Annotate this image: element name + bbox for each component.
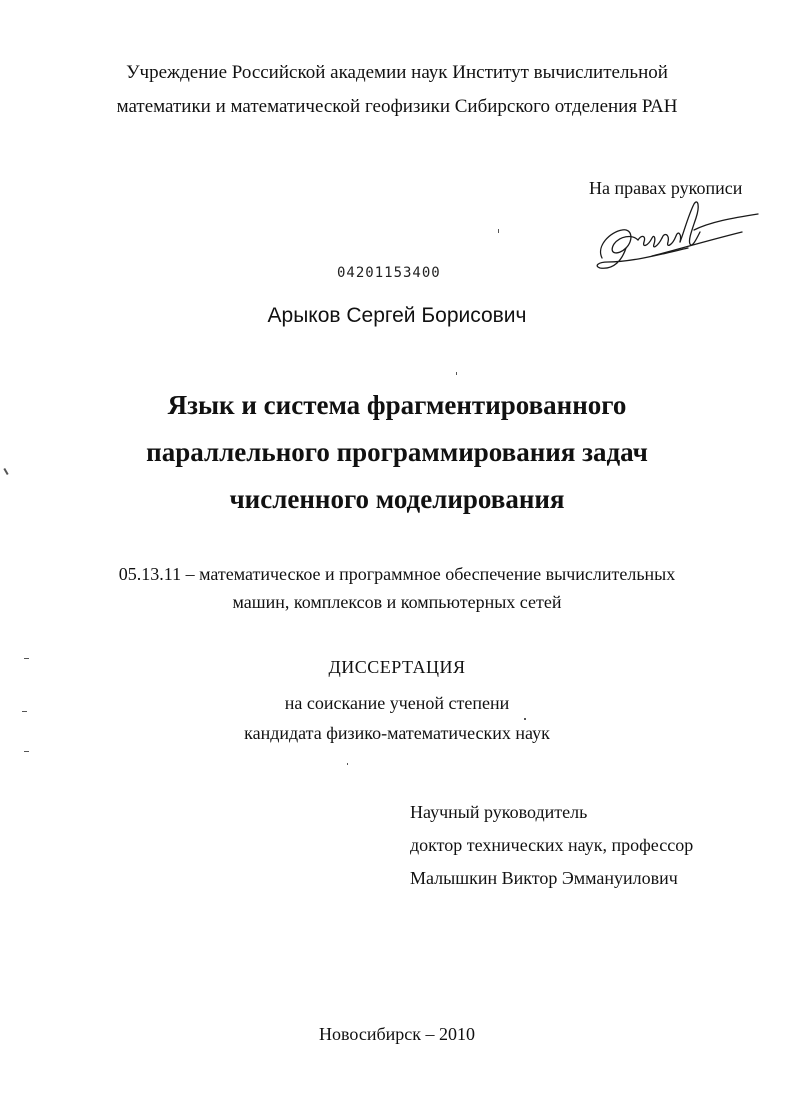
institution-line-2: математики и математической геофизики Сибирского отделения РАН: [116, 96, 678, 117]
title-line-2: параллельного программирования задач: [146, 437, 648, 467]
scan-speck: [498, 229, 499, 233]
title-line-1: Язык и система фрагментированного: [167, 390, 627, 420]
degree-name: кандидата физико-математических наук: [244, 723, 550, 743]
specialty-line-2: машин, комплексов и компьютерных сетей: [232, 592, 562, 612]
scan-speck: [24, 751, 29, 752]
dissertation-title: [0, 382, 794, 523]
title-line-3: численного моделирования: [229, 484, 565, 514]
scan-speck: [456, 372, 457, 375]
institution-line-1: Учреждение Российской академии наук Институт вычислительной: [126, 62, 668, 83]
signature-icon: [592, 196, 762, 280]
scan-speck: [22, 711, 27, 712]
dissertation-type: ДИССЕРТАЦИЯ: [328, 657, 466, 677]
specialty-line-1: 05.13.11 – математическое и программное обеспечение вычислительных: [118, 564, 676, 584]
specialty-code: [0, 560, 794, 616]
place-and-year: Новосибирск – 2010: [319, 1024, 475, 1044]
scan-speck: [524, 718, 526, 720]
supervisor-credentials: доктор технических наук, профессор: [410, 835, 694, 855]
scan-speck: [24, 658, 29, 659]
supervisor-name: Малышкин Виктор Эммануилович: [410, 868, 678, 888]
degree-purpose: на соискание ученой степени: [284, 693, 510, 713]
scan-speck: [347, 763, 348, 765]
degree-info: [0, 688, 794, 748]
supervisor-block: [410, 796, 693, 895]
supervisor-role: Научный руководитель: [410, 802, 588, 822]
author-name: Арыков Сергей Борисович: [267, 304, 527, 327]
manuscript-rights-note: На правах рукописи: [589, 178, 743, 198]
document-number: 04201153400: [337, 265, 441, 281]
institution-name: [0, 56, 794, 124]
